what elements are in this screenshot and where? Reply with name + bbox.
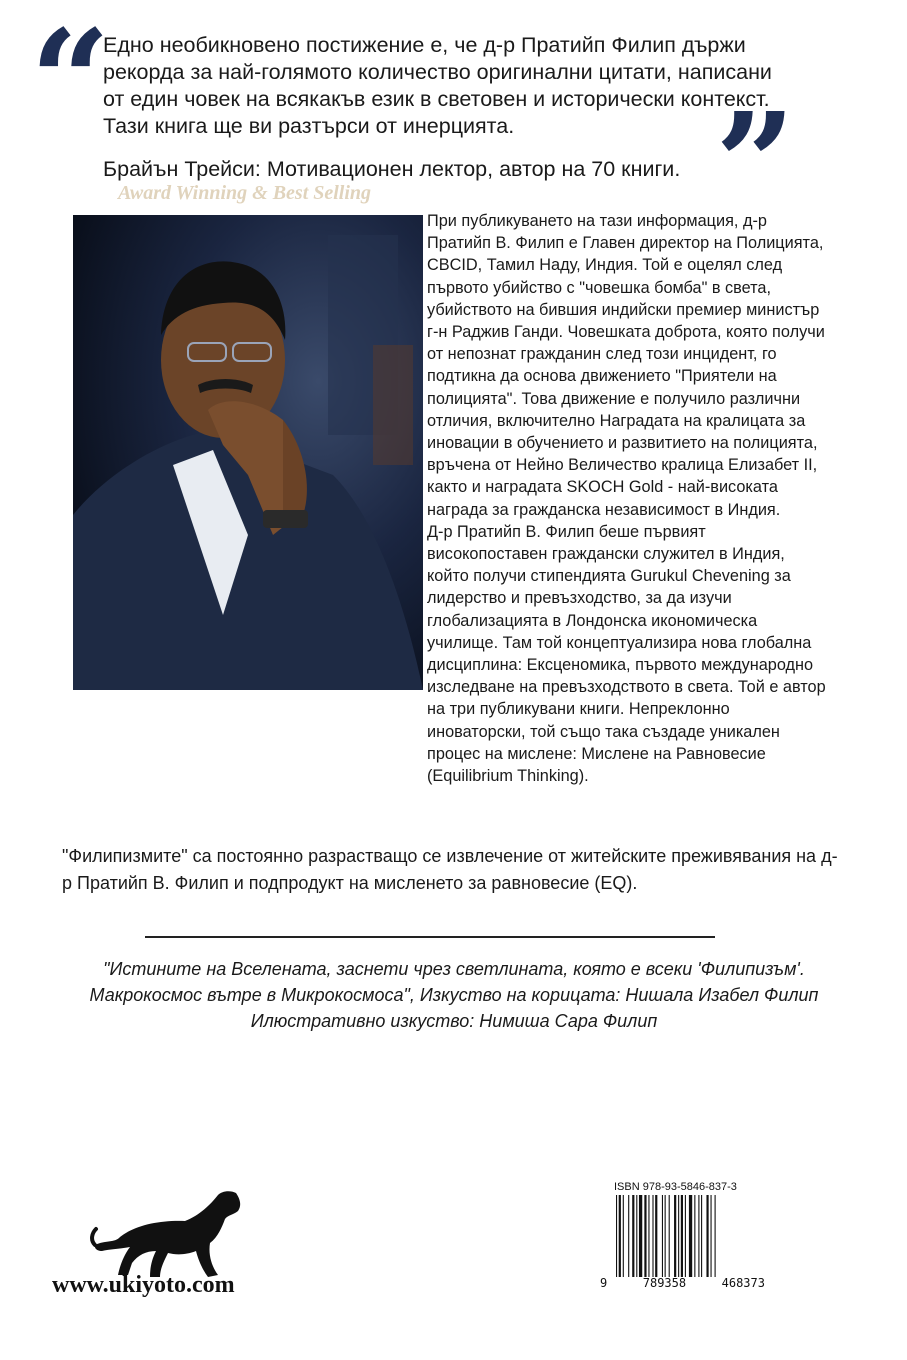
award-tagline: Award Winning & Best Selling	[118, 182, 372, 204]
author-portrait-illustration	[73, 215, 423, 690]
bio-paragraph: Д-р Пратийп В. Филип беше първият високопоставен граждански служител в Индия, който получи стипендията Gurukul Chevening за лидерство и превъзходство, за да изучи глобализацията в Лондонска икономическа училище. Там той концептуализира нова глобална дисциплина: Ексценомика, първото международно изследване на превъзходството в света. Той е автор на три публикувани книги. Непреклонно иноваторски, той също така създаде уникален процес на мислене: Мислене на Равновесие (Equilibrium Thinking).	[427, 522, 826, 786]
barcode-digit-group: 789358	[642, 1276, 687, 1290]
barcode-bar	[655, 1195, 657, 1277]
testimonial-attribution: Брайън Трейси: Мотивационен лектор, автор на 70 книги.	[103, 157, 681, 181]
barcode-bar	[711, 1195, 712, 1277]
barcode-bar	[698, 1195, 699, 1277]
barcode-bar	[616, 1195, 617, 1277]
barcode-bar	[644, 1195, 646, 1277]
art-credits	[40, 956, 868, 1034]
closing-quote-mark: ”	[715, 83, 796, 247]
barcode-digit-group: 9	[600, 1276, 608, 1290]
barcode-bar	[628, 1195, 629, 1277]
barcode-bar	[715, 1195, 716, 1277]
publisher-website: www.ukiyoto.com	[52, 1272, 235, 1298]
credits-line: Макрокосмос вътре в Микрокосмоса", Изкуство на корицата: Нишала Изабел Филип	[89, 985, 819, 1005]
barcode-bar	[662, 1195, 663, 1277]
section-divider	[145, 936, 715, 938]
barcode-bar	[623, 1195, 624, 1277]
barcode-bar	[689, 1195, 692, 1277]
isbn-label: ISBN 978-93-5846-837-3	[614, 1181, 737, 1193]
barcode-bar	[674, 1195, 676, 1277]
panther-logo-icon	[90, 1185, 250, 1285]
bio-paragraph: При публикуването на тази информация, д-р Пратийп В. Филип е Главен директор на Полицията, CBCID, Тамил Наду, Индия. Той е оцелял след първото убийство с "човешка бомба" в света, убийството на бившия индийски премиер министър г-н Раджив Ганди. Човешката доброта, която получи от непознат гражданин след този инцидент, го подтикна да основа движението "Приятели на полицията". Това движение е получило различни отличия, включително Наградата на кралицата за иновации в обучението и развитието на полицията, връчена от Нейно Величество кралица Елизабет II, както и наградата SKOCH Gold - най-високата награда за гражданска независимост в Индия.	[427, 212, 825, 519]
barcode-bar	[706, 1195, 708, 1277]
opening-quote-mark: “	[30, 0, 111, 164]
barcode-bar	[669, 1195, 670, 1277]
credits-line: Илюстративно изкуство: Нимиша Сара Филип	[250, 1011, 658, 1031]
barcode-bar	[678, 1195, 679, 1277]
credits-line: "Истините на Вселената, заснети чрез светлината, която е всеки 'Филипизъм'.	[103, 959, 805, 979]
barcode-bar	[636, 1195, 637, 1277]
author-biography	[427, 210, 827, 787]
testimonial-text: Едно необикновено постижение е, че д-р Пратийп Филип държи рекорда за най-голямото количество оригинални цитати, написани от един човек на всякакъв език в световен и исторически контекст. Тази книга ще ви разтърси от инерцията.	[103, 33, 772, 138]
barcode-digits	[600, 1276, 765, 1290]
barcode-bar	[652, 1195, 653, 1277]
barcode-bar	[619, 1195, 621, 1277]
barcode-digit-group: 468373	[721, 1276, 765, 1290]
author-photo	[73, 215, 423, 690]
barcode-bar	[681, 1195, 683, 1277]
barcode-bar	[639, 1195, 642, 1277]
barcode-bar	[685, 1195, 686, 1277]
philipisms-description: "Филипизмите" са постоянно разрастващо се извлечение от житейските преживявания на д-р Пратийп В. Филип и подпродукт на мисленето за равновесие (EQ).	[62, 846, 838, 893]
barcode-bar	[632, 1195, 634, 1277]
barcode-bar	[648, 1195, 649, 1277]
barcode-bar	[665, 1195, 666, 1277]
isbn-barcode	[616, 1195, 756, 1277]
barcode-bar	[701, 1195, 702, 1277]
barcode-bar	[694, 1195, 695, 1277]
